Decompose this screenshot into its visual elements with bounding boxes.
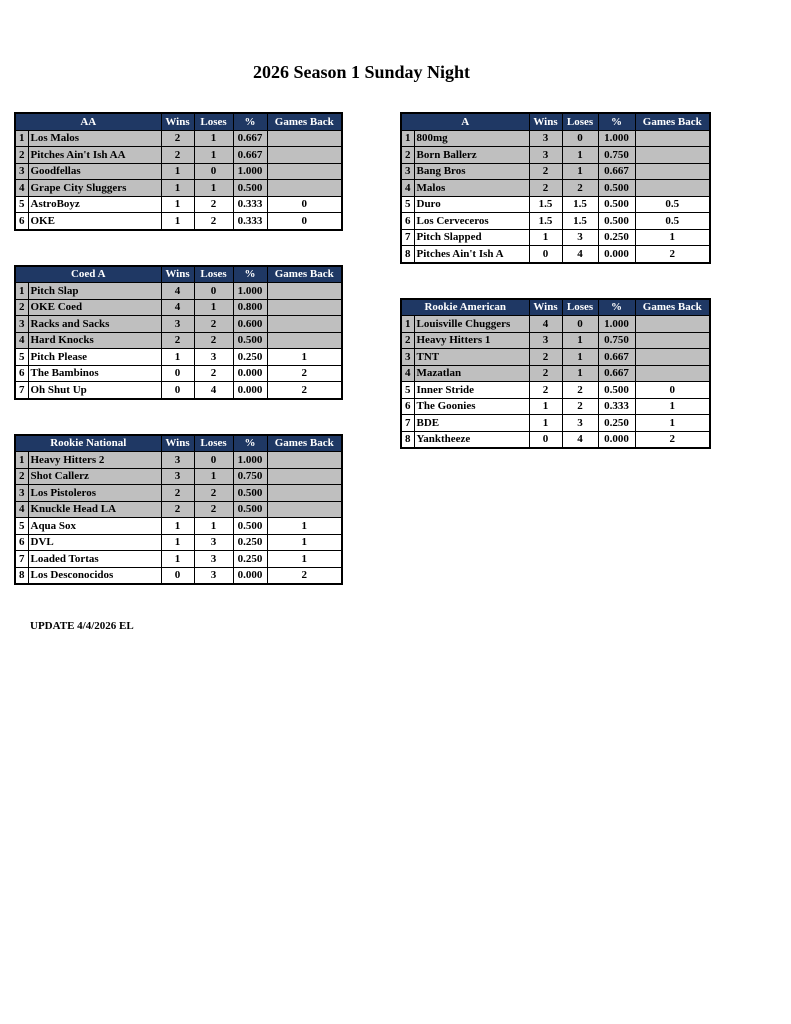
team-name-cell: Heavy Hitters 2: [28, 452, 161, 469]
games-back-cell: 2: [267, 365, 342, 382]
team-name-cell: Racks and Sacks: [28, 316, 161, 333]
col-header-loses: Loses: [194, 266, 233, 283]
wins-cell: 0: [161, 567, 194, 584]
loses-cell: 2: [194, 213, 233, 230]
pct-cell: 0.500: [233, 180, 267, 197]
wins-cell: 2: [161, 130, 194, 147]
team-row: [401, 229, 710, 246]
wins-cell: 0: [529, 246, 562, 263]
pct-cell: 0.667: [598, 163, 635, 180]
team-row: [401, 332, 710, 349]
wins-cell: 1: [161, 180, 194, 197]
games-back-cell: [267, 299, 342, 316]
rank-cell: 6: [401, 398, 414, 415]
wins-cell: 0: [529, 431, 562, 448]
team-name-cell: Los Malos: [28, 130, 161, 147]
tables-column-left: [14, 112, 341, 619]
pct-cell: 0.000: [233, 567, 267, 584]
team-row: [15, 551, 342, 568]
table-title: Coed A: [15, 266, 161, 283]
loses-cell: 1: [562, 332, 598, 349]
wins-cell: 1: [161, 518, 194, 535]
loses-cell: 3: [194, 567, 233, 584]
pct-cell: 0.000: [598, 246, 635, 263]
rank-cell: 3: [15, 163, 28, 180]
team-name-cell: Duro: [414, 196, 529, 213]
team-name-cell: Knuckle Head LA: [28, 501, 161, 518]
col-header-wins: Wins: [161, 266, 194, 283]
team-name-cell: Loaded Tortas: [28, 551, 161, 568]
loses-cell: 0: [194, 283, 233, 300]
games-back-cell: 0.5: [635, 213, 710, 230]
games-back-cell: [267, 130, 342, 147]
loses-cell: 1: [562, 163, 598, 180]
col-header-loses: Loses: [194, 113, 233, 130]
standings-table-rookie-national: [14, 434, 343, 586]
pct-cell: 1.000: [598, 130, 635, 147]
pct-cell: 0.000: [233, 365, 267, 382]
team-row: [401, 213, 710, 230]
games-back-cell: [267, 283, 342, 300]
pct-cell: 0.800: [233, 299, 267, 316]
games-back-cell: [635, 365, 710, 382]
wins-cell: 0: [161, 382, 194, 399]
pct-cell: 0.667: [233, 147, 267, 164]
wins-cell: 1: [161, 196, 194, 213]
team-name-cell: The Goonies: [414, 398, 529, 415]
wins-cell: 1.5: [529, 196, 562, 213]
wins-cell: 3: [161, 452, 194, 469]
col-header-loses: Loses: [562, 299, 598, 316]
rank-cell: 4: [401, 180, 414, 197]
tables-column-right: [400, 112, 709, 483]
wins-cell: 1: [161, 349, 194, 366]
pct-cell: 0.250: [233, 551, 267, 568]
wins-cell: 2: [529, 382, 562, 399]
pct-cell: 0.000: [233, 382, 267, 399]
games-back-cell: [267, 501, 342, 518]
games-back-cell: [267, 452, 342, 469]
team-row: [15, 299, 342, 316]
games-back-cell: 1: [635, 229, 710, 246]
games-back-cell: [267, 316, 342, 333]
team-row: [15, 501, 342, 518]
loses-cell: 1: [562, 349, 598, 366]
wins-cell: 1: [161, 213, 194, 230]
rank-cell: 7: [401, 415, 414, 432]
loses-cell: 4: [194, 382, 233, 399]
pct-cell: 0.750: [598, 332, 635, 349]
loses-cell: 3: [194, 349, 233, 366]
col-header-wins: Wins: [529, 299, 562, 316]
team-name-cell: Shot Callerz: [28, 468, 161, 485]
rank-cell: 5: [15, 349, 28, 366]
team-row: [15, 332, 342, 349]
col-header-games-back: Games Back: [267, 266, 342, 283]
games-back-cell: 0: [635, 382, 710, 399]
team-row: [15, 349, 342, 366]
team-name-cell: Malos: [414, 180, 529, 197]
pct-cell: 0.250: [598, 229, 635, 246]
rank-cell: 1: [401, 316, 414, 333]
pct-cell: 0.250: [598, 415, 635, 432]
team-name-cell: Inner Stride: [414, 382, 529, 399]
wins-cell: 1: [529, 229, 562, 246]
team-row: [401, 196, 710, 213]
team-name-cell: Pitch Slapped: [414, 229, 529, 246]
loses-cell: 1: [194, 180, 233, 197]
games-back-cell: [267, 485, 342, 502]
rank-cell: 2: [15, 299, 28, 316]
rank-cell: 6: [401, 213, 414, 230]
team-row: [401, 415, 710, 432]
team-row: [15, 163, 342, 180]
wins-cell: 2: [161, 147, 194, 164]
pct-cell: 0.250: [233, 534, 267, 551]
team-row: [401, 163, 710, 180]
rank-cell: 3: [15, 485, 28, 502]
header-row: [15, 435, 342, 452]
update-note: UPDATE 4/4/2026 EL: [30, 620, 134, 632]
loses-cell: 1: [562, 365, 598, 382]
rank-cell: 4: [15, 501, 28, 518]
header-row: [401, 113, 710, 130]
wins-cell: 2: [161, 501, 194, 518]
wins-cell: 2: [529, 365, 562, 382]
pct-cell: 0.667: [598, 365, 635, 382]
rank-cell: 1: [15, 130, 28, 147]
rank-cell: 5: [15, 518, 28, 535]
col-header-pct: %: [233, 435, 267, 452]
col-header-games-back: Games Back: [267, 435, 342, 452]
games-back-cell: 0: [267, 213, 342, 230]
pct-cell: 0.667: [233, 130, 267, 147]
games-back-cell: [635, 130, 710, 147]
loses-cell: 1: [194, 518, 233, 535]
standings-table-coed-a: [14, 265, 343, 400]
team-name-cell: Bang Bros: [414, 163, 529, 180]
rank-cell: 5: [401, 196, 414, 213]
loses-cell: 2: [194, 501, 233, 518]
team-name-cell: Born Ballerz: [414, 147, 529, 164]
team-row: [401, 349, 710, 366]
team-name-cell: TNT: [414, 349, 529, 366]
wins-cell: 1: [161, 163, 194, 180]
games-back-cell: [267, 180, 342, 197]
loses-cell: 0: [194, 452, 233, 469]
team-name-cell: Los Cerveceros: [414, 213, 529, 230]
standings-table-a: [400, 112, 711, 264]
rank-cell: 2: [15, 468, 28, 485]
loses-cell: 2: [562, 180, 598, 197]
col-header-games-back: Games Back: [267, 113, 342, 130]
team-row: [15, 452, 342, 469]
games-back-cell: 1: [267, 349, 342, 366]
pct-cell: 1.000: [233, 163, 267, 180]
team-row: [15, 316, 342, 333]
pct-cell: 1.000: [598, 316, 635, 333]
games-back-cell: [635, 332, 710, 349]
team-name-cell: Mazatlan: [414, 365, 529, 382]
games-back-cell: [635, 316, 710, 333]
team-row: [401, 316, 710, 333]
team-name-cell: OKE Coed: [28, 299, 161, 316]
pct-cell: 1.000: [233, 452, 267, 469]
table-title: AA: [15, 113, 161, 130]
loses-cell: 1.5: [562, 213, 598, 230]
team-row: [15, 180, 342, 197]
col-header-wins: Wins: [161, 113, 194, 130]
pct-cell: 0.750: [233, 468, 267, 485]
pct-cell: 0.600: [233, 316, 267, 333]
rank-cell: 7: [401, 229, 414, 246]
pct-cell: 0.667: [598, 349, 635, 366]
loses-cell: 2: [194, 196, 233, 213]
team-row: [15, 147, 342, 164]
pct-cell: 0.250: [233, 349, 267, 366]
team-name-cell: Louisville Chuggers: [414, 316, 529, 333]
team-row: [15, 365, 342, 382]
rank-cell: 5: [401, 382, 414, 399]
wins-cell: 4: [529, 316, 562, 333]
team-name-cell: Grape City Sluggers: [28, 180, 161, 197]
team-name-cell: Oh Shut Up: [28, 382, 161, 399]
loses-cell: 4: [562, 246, 598, 263]
team-row: [15, 283, 342, 300]
wins-cell: 3: [529, 147, 562, 164]
pct-cell: 0.500: [233, 332, 267, 349]
rank-cell: 1: [15, 283, 28, 300]
games-back-cell: [267, 332, 342, 349]
team-name-cell: Los Desconocidos: [28, 567, 161, 584]
loses-cell: 3: [194, 534, 233, 551]
wins-cell: 1: [529, 415, 562, 432]
team-row: [401, 147, 710, 164]
rank-cell: 8: [401, 246, 414, 263]
rank-cell: 5: [15, 196, 28, 213]
loses-cell: 2: [194, 365, 233, 382]
wins-cell: 1: [161, 534, 194, 551]
team-name-cell: Heavy Hitters 1: [414, 332, 529, 349]
loses-cell: 2: [562, 382, 598, 399]
team-name-cell: AstroBoyz: [28, 196, 161, 213]
rank-cell: 6: [15, 534, 28, 551]
loses-cell: 1: [194, 299, 233, 316]
games-back-cell: 0: [267, 196, 342, 213]
wins-cell: 3: [529, 332, 562, 349]
team-row: [15, 485, 342, 502]
wins-cell: 1.5: [529, 213, 562, 230]
team-name-cell: Yanktheeze: [414, 431, 529, 448]
page-title: 2026 Season 1 Sunday Night: [252, 62, 471, 82]
team-name-cell: BDE: [414, 415, 529, 432]
rank-cell: 6: [15, 365, 28, 382]
pct-cell: 0.333: [233, 196, 267, 213]
loses-cell: 2: [562, 398, 598, 415]
rank-cell: 6: [15, 213, 28, 230]
pct-cell: 0.500: [598, 213, 635, 230]
games-back-cell: [635, 163, 710, 180]
rank-cell: 8: [15, 567, 28, 584]
loses-cell: 1.5: [562, 196, 598, 213]
games-back-cell: 2: [267, 382, 342, 399]
loses-cell: 0: [562, 130, 598, 147]
games-back-cell: [635, 180, 710, 197]
pct-cell: 0.500: [598, 196, 635, 213]
rank-cell: 4: [401, 365, 414, 382]
games-back-cell: 1: [635, 415, 710, 432]
games-back-cell: [635, 147, 710, 164]
team-name-cell: Pitch Please: [28, 349, 161, 366]
loses-cell: 2: [194, 485, 233, 502]
pct-cell: 1.000: [233, 283, 267, 300]
games-back-cell: 1: [635, 398, 710, 415]
table-title: Rookie National: [15, 435, 161, 452]
team-row: [15, 130, 342, 147]
loses-cell: 4: [562, 431, 598, 448]
col-header-pct: %: [598, 113, 635, 130]
rank-cell: 8: [401, 431, 414, 448]
loses-cell: 3: [562, 229, 598, 246]
games-back-cell: [267, 163, 342, 180]
games-back-cell: 2: [635, 431, 710, 448]
wins-cell: 2: [161, 485, 194, 502]
team-name-cell: Hard Knocks: [28, 332, 161, 349]
loses-cell: 1: [562, 147, 598, 164]
wins-cell: 3: [161, 316, 194, 333]
games-back-cell: 0.5: [635, 196, 710, 213]
team-name-cell: Aqua Sox: [28, 518, 161, 535]
team-row: [15, 534, 342, 551]
loses-cell: 1: [194, 468, 233, 485]
header-row: [401, 299, 710, 316]
table-title: A: [401, 113, 529, 130]
team-name-cell: OKE: [28, 213, 161, 230]
wins-cell: 1: [529, 398, 562, 415]
team-row: [401, 365, 710, 382]
team-row: [15, 213, 342, 230]
rank-cell: 7: [15, 382, 28, 399]
team-name-cell: 800mg: [414, 130, 529, 147]
col-header-pct: %: [233, 266, 267, 283]
pct-cell: 0.500: [233, 518, 267, 535]
team-name-cell: Pitches Ain't Ish AA: [28, 147, 161, 164]
rank-cell: 3: [15, 316, 28, 333]
wins-cell: 2: [161, 332, 194, 349]
team-row: [15, 196, 342, 213]
team-row: [401, 180, 710, 197]
loses-cell: 1: [194, 147, 233, 164]
col-header-games-back: Games Back: [635, 113, 710, 130]
wins-cell: 2: [529, 180, 562, 197]
pct-cell: 0.500: [598, 180, 635, 197]
col-header-pct: %: [233, 113, 267, 130]
rank-cell: 4: [15, 332, 28, 349]
pct-cell: 0.500: [598, 382, 635, 399]
rank-cell: 4: [15, 180, 28, 197]
rank-cell: 1: [401, 130, 414, 147]
loses-cell: 0: [562, 316, 598, 333]
games-back-cell: [267, 468, 342, 485]
team-row: [401, 246, 710, 263]
pct-cell: 0.500: [233, 485, 267, 502]
team-name-cell: Pitch Slap: [28, 283, 161, 300]
team-row: [401, 431, 710, 448]
games-back-cell: 2: [267, 567, 342, 584]
wins-cell: 4: [161, 283, 194, 300]
games-back-cell: [267, 147, 342, 164]
col-header-loses: Loses: [194, 435, 233, 452]
col-header-games-back: Games Back: [635, 299, 710, 316]
team-row: [15, 567, 342, 584]
rank-cell: 3: [401, 163, 414, 180]
rank-cell: 2: [15, 147, 28, 164]
games-back-cell: 1: [267, 518, 342, 535]
games-back-cell: 2: [635, 246, 710, 263]
col-header-pct: %: [598, 299, 635, 316]
loses-cell: 0: [194, 163, 233, 180]
pct-cell: 0.333: [233, 213, 267, 230]
rank-cell: 2: [401, 147, 414, 164]
pct-cell: 0.500: [233, 501, 267, 518]
team-name-cell: Goodfellas: [28, 163, 161, 180]
games-back-cell: 1: [267, 534, 342, 551]
wins-cell: 3: [161, 468, 194, 485]
loses-cell: 2: [194, 316, 233, 333]
games-back-cell: 1: [267, 551, 342, 568]
team-name-cell: DVL: [28, 534, 161, 551]
standings-table-aa: [14, 112, 343, 231]
team-row: [401, 382, 710, 399]
wins-cell: 1: [161, 551, 194, 568]
header-row: [15, 113, 342, 130]
loses-cell: 2: [194, 332, 233, 349]
rank-cell: 3: [401, 349, 414, 366]
pct-cell: 0.333: [598, 398, 635, 415]
team-name-cell: The Bambinos: [28, 365, 161, 382]
wins-cell: 3: [529, 130, 562, 147]
wins-cell: 2: [529, 163, 562, 180]
rank-cell: 2: [401, 332, 414, 349]
pct-cell: 0.000: [598, 431, 635, 448]
team-row: [15, 468, 342, 485]
rank-cell: 1: [15, 452, 28, 469]
loses-cell: 1: [194, 130, 233, 147]
standings-table-rookie-american: [400, 298, 711, 450]
wins-cell: 2: [529, 349, 562, 366]
rank-cell: 7: [15, 551, 28, 568]
team-row: [15, 518, 342, 535]
team-name-cell: Pitches Ain't Ish A: [414, 246, 529, 263]
col-header-wins: Wins: [529, 113, 562, 130]
header-row: [15, 266, 342, 283]
col-header-wins: Wins: [161, 435, 194, 452]
wins-cell: 0: [161, 365, 194, 382]
loses-cell: 3: [562, 415, 598, 432]
team-name-cell: Los Pistoleros: [28, 485, 161, 502]
wins-cell: 4: [161, 299, 194, 316]
team-row: [401, 130, 710, 147]
table-title: Rookie American: [401, 299, 529, 316]
games-back-cell: [635, 349, 710, 366]
loses-cell: 3: [194, 551, 233, 568]
pct-cell: 0.750: [598, 147, 635, 164]
col-header-loses: Loses: [562, 113, 598, 130]
team-row: [401, 398, 710, 415]
team-row: [15, 382, 342, 399]
